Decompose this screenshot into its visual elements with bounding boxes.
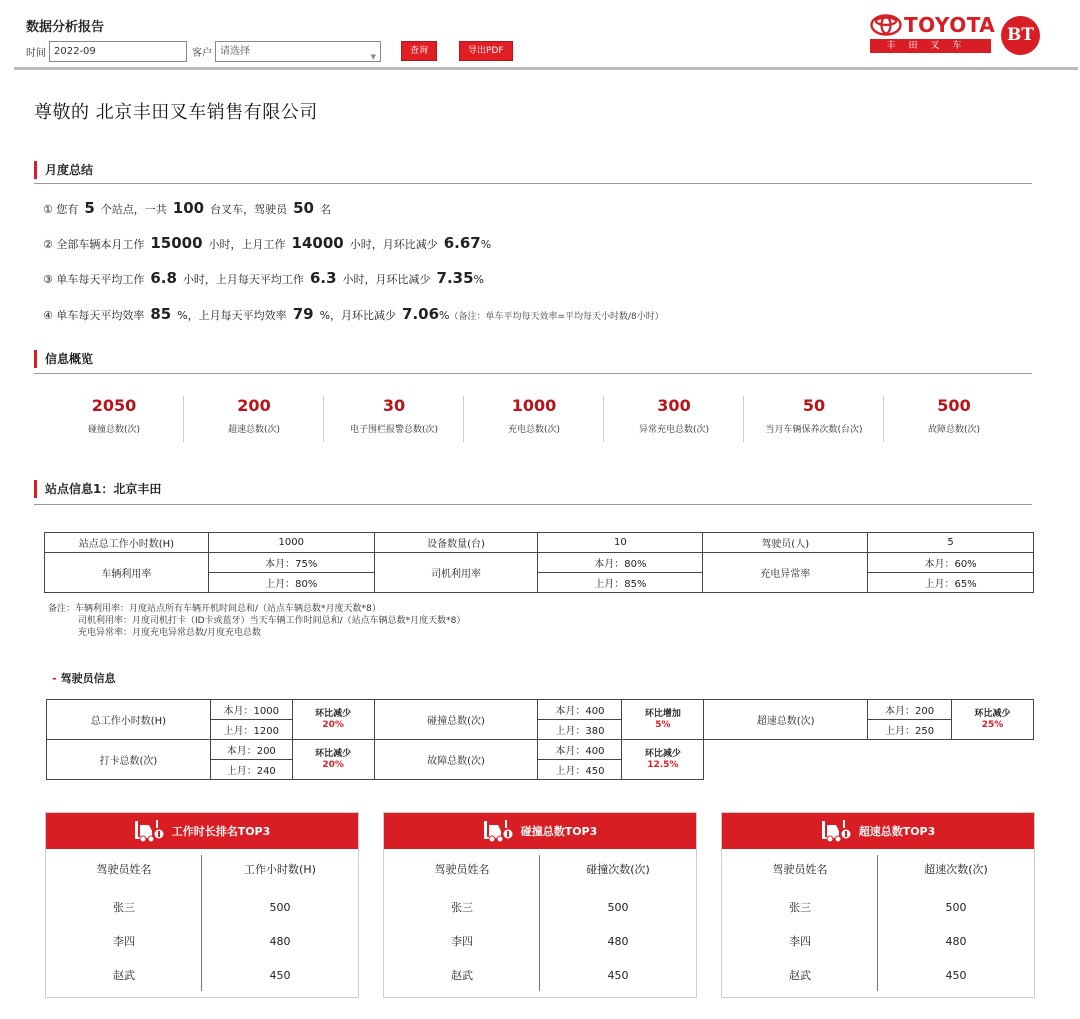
- summary-text: %: [480, 238, 492, 251]
- note-line: 司机利用率：月度司机打卡（ID卡或蓝牙）当天车辆工作时间总和/（站点车辆总数*月度天数*8）: [78, 616, 466, 626]
- ranking-name: 赵武: [113, 969, 135, 982]
- query-button[interactable]: 查询: [401, 41, 437, 61]
- summary-note: （备注：单车平均每天效率=平均每天小时数/8小时）: [449, 312, 664, 322]
- toyota-emblem-icon: [870, 14, 902, 36]
- trend-cell: [622, 740, 704, 780]
- trend-percent: 25%: [981, 719, 1004, 730]
- stat-value: 300: [657, 396, 691, 415]
- table-cell: 本月：200: [868, 700, 952, 720]
- ranking-value: 500: [269, 901, 291, 914]
- table-cell: 上月：450: [538, 760, 622, 780]
- table-row: [47, 740, 1034, 760]
- summary-text: ③ 单车每天平均工作: [43, 273, 145, 286]
- table-cell: 司机利用率: [374, 553, 538, 593]
- logo-cn: 丰田叉车: [870, 39, 991, 53]
- site-table: [44, 532, 1034, 593]
- ranking-name: 李四: [451, 935, 473, 948]
- summary-text: %，上月每天平均效率: [177, 309, 287, 322]
- summary-text: 小时，月环比减少: [349, 238, 438, 251]
- stat-label: 异常充电总数(次): [638, 425, 710, 435]
- trend-cell: [292, 700, 374, 740]
- table-row: [47, 700, 1034, 720]
- table-cell: 本月：400: [538, 700, 622, 720]
- table-cell: 上月：380: [538, 720, 622, 740]
- section-divider: [34, 183, 1032, 184]
- section-title-summary: 月度总结: [34, 161, 93, 179]
- trend-cell: [952, 700, 1034, 740]
- trend-percent: 20%: [322, 719, 344, 730]
- section-divider: [34, 504, 1032, 505]
- stat-value: 200: [237, 396, 271, 415]
- col-header: 工作小时数(H): [244, 863, 316, 876]
- stat-maintenance: [744, 394, 884, 444]
- table-cell: 1000: [208, 533, 374, 553]
- stat-label: 电子围栏报警总数(次): [349, 425, 439, 435]
- ranking-value: 480: [607, 935, 629, 948]
- table-cell: 本月：80%: [538, 553, 703, 573]
- summary-text: ④ 单车每天平均效率: [43, 309, 145, 322]
- ranking-value: 480: [945, 935, 967, 948]
- forklift-icon: [483, 819, 513, 843]
- overview-stats: [44, 394, 1024, 444]
- table-cell: 故障总数(次): [374, 740, 538, 780]
- stat-speeding: [184, 394, 324, 444]
- col-header: 驾驶员姓名: [772, 863, 828, 876]
- summary-number: 6.3: [309, 269, 337, 287]
- summary-line-2: [43, 234, 491, 252]
- ranking-col-value: [202, 849, 358, 999]
- col-header: 碰撞次数(次): [586, 863, 650, 876]
- summary-text: %，月环比减少: [319, 309, 397, 322]
- table-cell: 上月：65%: [868, 573, 1034, 593]
- table-cell: 总工作小时数(H): [47, 700, 211, 740]
- dash-icon: -: [52, 672, 57, 685]
- header: [0, 0, 1080, 72]
- stat-value: 1000: [511, 396, 557, 415]
- stat-value: 500: [937, 396, 971, 415]
- stat-faults: [884, 394, 1024, 444]
- section-title-site: 站点信息1：北京丰田: [34, 480, 161, 498]
- card-header: [722, 813, 1034, 849]
- time-input[interactable]: 2022-09: [49, 41, 187, 62]
- ranking-name: 李四: [113, 935, 135, 948]
- summary-text: ① 您有: [43, 203, 79, 216]
- table-cell: 本月：60%: [868, 553, 1034, 573]
- card-body: [722, 849, 1034, 999]
- summary-text: %: [473, 273, 484, 286]
- greeting: 尊敬的 北京丰田叉车销售有限公司: [34, 102, 318, 123]
- table-cell: 10: [538, 533, 703, 553]
- stat-abnormal-charging: [604, 394, 744, 444]
- trend-label: 环比减少: [315, 708, 352, 719]
- table-cell: 本月：1000: [210, 700, 292, 720]
- stat-geofence: [324, 394, 464, 444]
- trend-label: 环比减少: [644, 748, 681, 759]
- stat-collisions: [44, 394, 184, 444]
- trend-label: 环比增加: [644, 708, 681, 719]
- trend-cell: [622, 700, 704, 740]
- export-pdf-button[interactable]: 导出PDF: [459, 41, 513, 61]
- col-header: 驾驶员姓名: [96, 863, 152, 876]
- table-cell: 上月：240: [210, 760, 292, 780]
- table-cell: 驾驶员(人): [703, 533, 868, 553]
- table-cell: 充电异常率: [703, 553, 868, 593]
- summary-line-3: [43, 269, 484, 287]
- section-title-drivers: [52, 670, 116, 686]
- table-cell: 碰撞总数(次): [374, 700, 538, 740]
- ranking-card-collision: [383, 812, 697, 998]
- summary-text: 小时，上月工作: [208, 238, 286, 251]
- summary-text: 小时，上月每天平均工作: [182, 273, 304, 286]
- table-cell: 本月：75%: [208, 553, 374, 573]
- section-divider: [34, 373, 1032, 374]
- ranking-value: 450: [269, 969, 291, 982]
- ranking-name: 张三: [789, 901, 811, 914]
- card-body: [384, 849, 696, 999]
- drivers-title-text: 驾驶员信息: [60, 672, 116, 685]
- ranking-col-value: [878, 849, 1034, 999]
- table-cell: 设备数量(台): [374, 533, 538, 553]
- site-notes: [48, 603, 465, 639]
- forklift-icon: [821, 819, 851, 843]
- ranking-value: 450: [607, 969, 629, 982]
- card-title: 超速总数TOP3: [858, 825, 936, 838]
- stat-charging: [464, 394, 604, 444]
- summary-number: 85: [150, 305, 172, 323]
- trend-percent: 12.5%: [647, 759, 679, 770]
- chevron-down-icon: ▼: [370, 52, 376, 61]
- table-cell: 上月：250: [868, 720, 952, 740]
- logo-text: TOYOTA: [904, 13, 996, 37]
- forklift-icon: [134, 819, 164, 843]
- summary-number: 15000: [150, 234, 203, 252]
- stat-value: 50: [802, 396, 826, 415]
- table-row: [45, 533, 1034, 553]
- stat-label: 充电总数(次): [507, 425, 561, 435]
- section-title-overview: 信息概览: [34, 350, 93, 368]
- ranking-value: 450: [945, 969, 967, 982]
- customer-select-placeholder: 请选择: [220, 45, 250, 57]
- table-cell: 本月：400: [538, 740, 622, 760]
- card-body: [46, 849, 358, 999]
- summary-number: 7.35: [436, 269, 474, 287]
- summary-number: 5: [84, 199, 95, 217]
- summary-number: 14000: [291, 234, 344, 252]
- table-cell: 上月：1200: [210, 720, 292, 740]
- table-row: [45, 553, 1034, 573]
- table-cell: 上月：80%: [208, 573, 374, 593]
- summary-line-4: [43, 305, 664, 323]
- ranking-name: 李四: [789, 935, 811, 948]
- ranking-col-name: [722, 849, 878, 999]
- table-cell: 上月：85%: [538, 573, 703, 593]
- table-cell: 打卡总数(次): [47, 740, 211, 780]
- customer-label: 客户: [192, 47, 212, 59]
- table-cell: 站点总工作小时数(H): [45, 533, 209, 553]
- note-line: 充电异常率：月度充电异常总数/月度充电总数: [78, 628, 262, 638]
- trend-cell: [292, 740, 374, 780]
- summary-number: 6.67: [443, 234, 481, 252]
- summary-line-1: [43, 199, 331, 217]
- trend-label: 环比减少: [315, 748, 352, 759]
- summary-number: 7.06: [402, 305, 440, 323]
- ranking-col-value: [540, 849, 696, 999]
- table-cell: 超速总数(次): [704, 700, 868, 740]
- ranking-card-work-hours: [45, 812, 359, 998]
- trend-label: 环比减少: [974, 708, 1011, 719]
- stat-label: 故障总数(次): [927, 425, 981, 435]
- table-cell: 车辆利用率: [45, 553, 209, 593]
- summary-text: 名: [319, 203, 331, 216]
- empty-cell: [704, 740, 1034, 780]
- col-header: 超速次数(次): [924, 863, 988, 876]
- table-cell: 本月：200: [210, 740, 292, 760]
- stat-value: 30: [382, 396, 406, 415]
- ranking-col-name: [46, 849, 202, 999]
- summary-text: %: [439, 309, 450, 322]
- ranking-name: 赵武: [451, 969, 473, 982]
- card-title: 工作时长排名TOP3: [171, 825, 271, 838]
- card-header: [46, 813, 358, 849]
- summary-number: 79: [292, 305, 314, 323]
- summary-text: 个站点，一共: [100, 203, 167, 216]
- stat-value: 2050: [91, 396, 137, 415]
- ranking-col-name: [384, 849, 540, 999]
- note-line: 备注：车辆利用率：月度站点所有车辆开机时间总和/（站点车辆总数*月度天数*8）: [48, 604, 381, 614]
- ranking-name: 张三: [451, 901, 473, 914]
- ranking-value: 500: [945, 901, 967, 914]
- app-title: 数据分析报告: [26, 20, 105, 35]
- ranking-name: 张三: [113, 901, 135, 914]
- stat-label: 超速总数(次): [227, 425, 281, 435]
- card-title: 碰撞总数TOP3: [520, 825, 598, 838]
- summary-text: 台叉车，驾驶员: [210, 203, 288, 216]
- brand-logo: [870, 12, 1040, 58]
- summary-number: 50: [293, 199, 314, 217]
- stat-label: 碰撞总数(次): [87, 425, 141, 435]
- bt-logo: BT: [1001, 16, 1040, 55]
- trend-percent: 5%: [655, 719, 671, 730]
- ranking-name: 赵武: [789, 969, 811, 982]
- table-cell: 5: [868, 533, 1034, 553]
- filter-bar: [26, 40, 513, 62]
- trend-percent: 20%: [322, 759, 344, 770]
- summary-text: ② 全部车辆本月工作: [43, 238, 145, 251]
- col-header: 驾驶员姓名: [434, 863, 490, 876]
- customer-select[interactable]: [215, 41, 381, 62]
- summary-text: 小时，月环比减少: [342, 273, 431, 286]
- stat-label: 当月车辆保养次数(台次): [765, 425, 863, 435]
- summary-number: 100: [172, 199, 205, 217]
- ranking-value: 480: [269, 935, 291, 948]
- driver-table: [46, 699, 1034, 780]
- summary-number: 6.8: [150, 269, 177, 287]
- header-divider: [14, 67, 1078, 70]
- card-header: [384, 813, 696, 849]
- ranking-value: 500: [607, 901, 629, 914]
- ranking-card-speeding: [721, 812, 1035, 998]
- time-label: 时间: [26, 47, 46, 59]
